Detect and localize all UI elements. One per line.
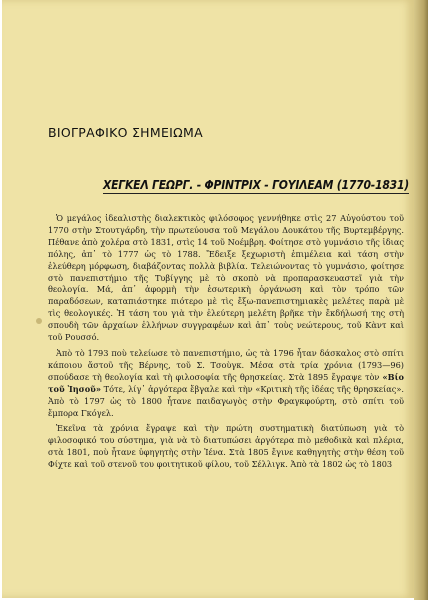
book-title-vios-iisou: «Βίο τοῦ Ἰησοῦ» (48, 371, 404, 394)
paragraph-2-text-end: Τότε, λίγ᾿ ἀργότερα ἔβγαλε καὶ τὴν «Κριτικὴ τῆς ἰδέας τῆς θρησκείας». Ἀπὸ τὸ 1797 ὡς τὸ 1800 ἦτανε παιδαγωγὸς στὴν Φραγκφούρτη, στὸ σπίτι τοῦ ἔμπορα Γκόγελ. (48, 383, 404, 418)
page-edge (428, 0, 447, 600)
punch-hole (36, 318, 42, 324)
paragraph-3 (48, 423, 404, 471)
biography-title: ΧΕΓΚΕΛ ΓΕΩΡΓ. - ΦΡΙΝΤΡΙΧ - ΓΟΥΙΛΕΑΜ (1770-1831) (103, 178, 410, 192)
page-fold (414, 0, 428, 600)
paragraph-3-text: Ἐκεῖνα τὰ χρόνια ἔγραψε καὶ τὴν πρώτη συστηματικὴ διατύπωση γιὰ τὸ φιλοσοφικό του σύστημα, γιὰ νὰ τὸ διατυπώσει ἀργότερα πιὸ μεθοδικὰ καὶ πλέρια, στὰ 1801, ποὺ ἦτανε ὑφηγητὴς στὴν Ἰένα. Στὰ 1805 ἔγινε καθηγητὴς στὴν θέση τοῦ Φίχτε καὶ τοῦ στενοῦ του φοιτητικοῦ φίλου, τοῦ Σέλλιγκ. Ἀπὸ τὰ 1802 ὡς τὸ 1803 (48, 423, 404, 470)
paragraph-1-text: Ὁ μεγάλος ἰδεαλιστὴς διαλεκτικὸς φιλόσοφος γεννήθηκε στὶς 27 Αὐγούστου τοῦ 1770 στὴν Στουτγάρδη, τὴν πρωτεύουσα τοῦ Μεγάλου Δουκάτου τῆς Βυρτεμβέργης. Πέθανε ἀπὸ χολέρα στὸ 1831, στὶς 14 τοῦ Νοέμβρη. Φοίτησε στὸ γυμνάσιο τῆς ἰδιας πόλης, ἀπ᾿ τὸ 1777 ὡς τὸ 1788. Ἔδειξε ξεχωριστὴ ἐπιμέλεια καὶ τάση στὴν ἐλεύθερη μόρφωση, διαβάζοντας πολλὰ βιβλία. Τελειώνοντας τὸ γυμνάσιο, φοίτησε στὸ πανεπιστήμιο τῆς Τυβίγγης μὲ τὸ σκοπὸ νὰ προπαρασκευαστεῖ γιὰ τὴν θεολογία. Μά, ἀπ᾿ ἀφορμὴ τὴν ἐσωτερικὴ ὀργάνωση καὶ τὸν τρόπο τῶν παραδόσεων, καταπιάστηκε πιότερο μὲ τὶς ἔξω-πανεπιστημιακὲς μελέτες παρὰ μὲ τὶς θεολογικές. Ἡ τάση του γιὰ τὴν ἐλεύτερη μελέτη βρῆκε τὴν ἔκδήλωσή της στὴ σπουδὴ τῶν ἀρχαίων ἑλλήνων συγγραφέων καὶ ἀπ᾿ τοὺς νεώτερους, τοῦ Κὰντ καὶ τοῦ Ρουσσό. (48, 213, 404, 343)
paragraph-1 (48, 213, 404, 344)
paragraph-2 (48, 348, 404, 419)
paragraph-2-text-start: Ἀπὸ τὸ 1793 ποὺ τελείωσε τὸ πανεπιστήμιο, ὡς τὰ 1796 ἦταν δάσκαλος στὸ σπίτι κάποιου ἄστοῦ τῆς Βέρνης, τοῦ Σ. Τσοὺγκ. Μέσα στὰ τρία χρόνια (1793—96) σπούδασε τὴ θεολογία καὶ τὴ φιλοσοφία τῆς θρησκείας. Στὰ 1895 ἔγραψε τὸν (48, 347, 404, 382)
biography-text (48, 213, 404, 475)
section-heading: ΒΙΟΓΡΑΦΙΚΟ ΣΗΜΕΙΩΜΑ (48, 125, 203, 140)
